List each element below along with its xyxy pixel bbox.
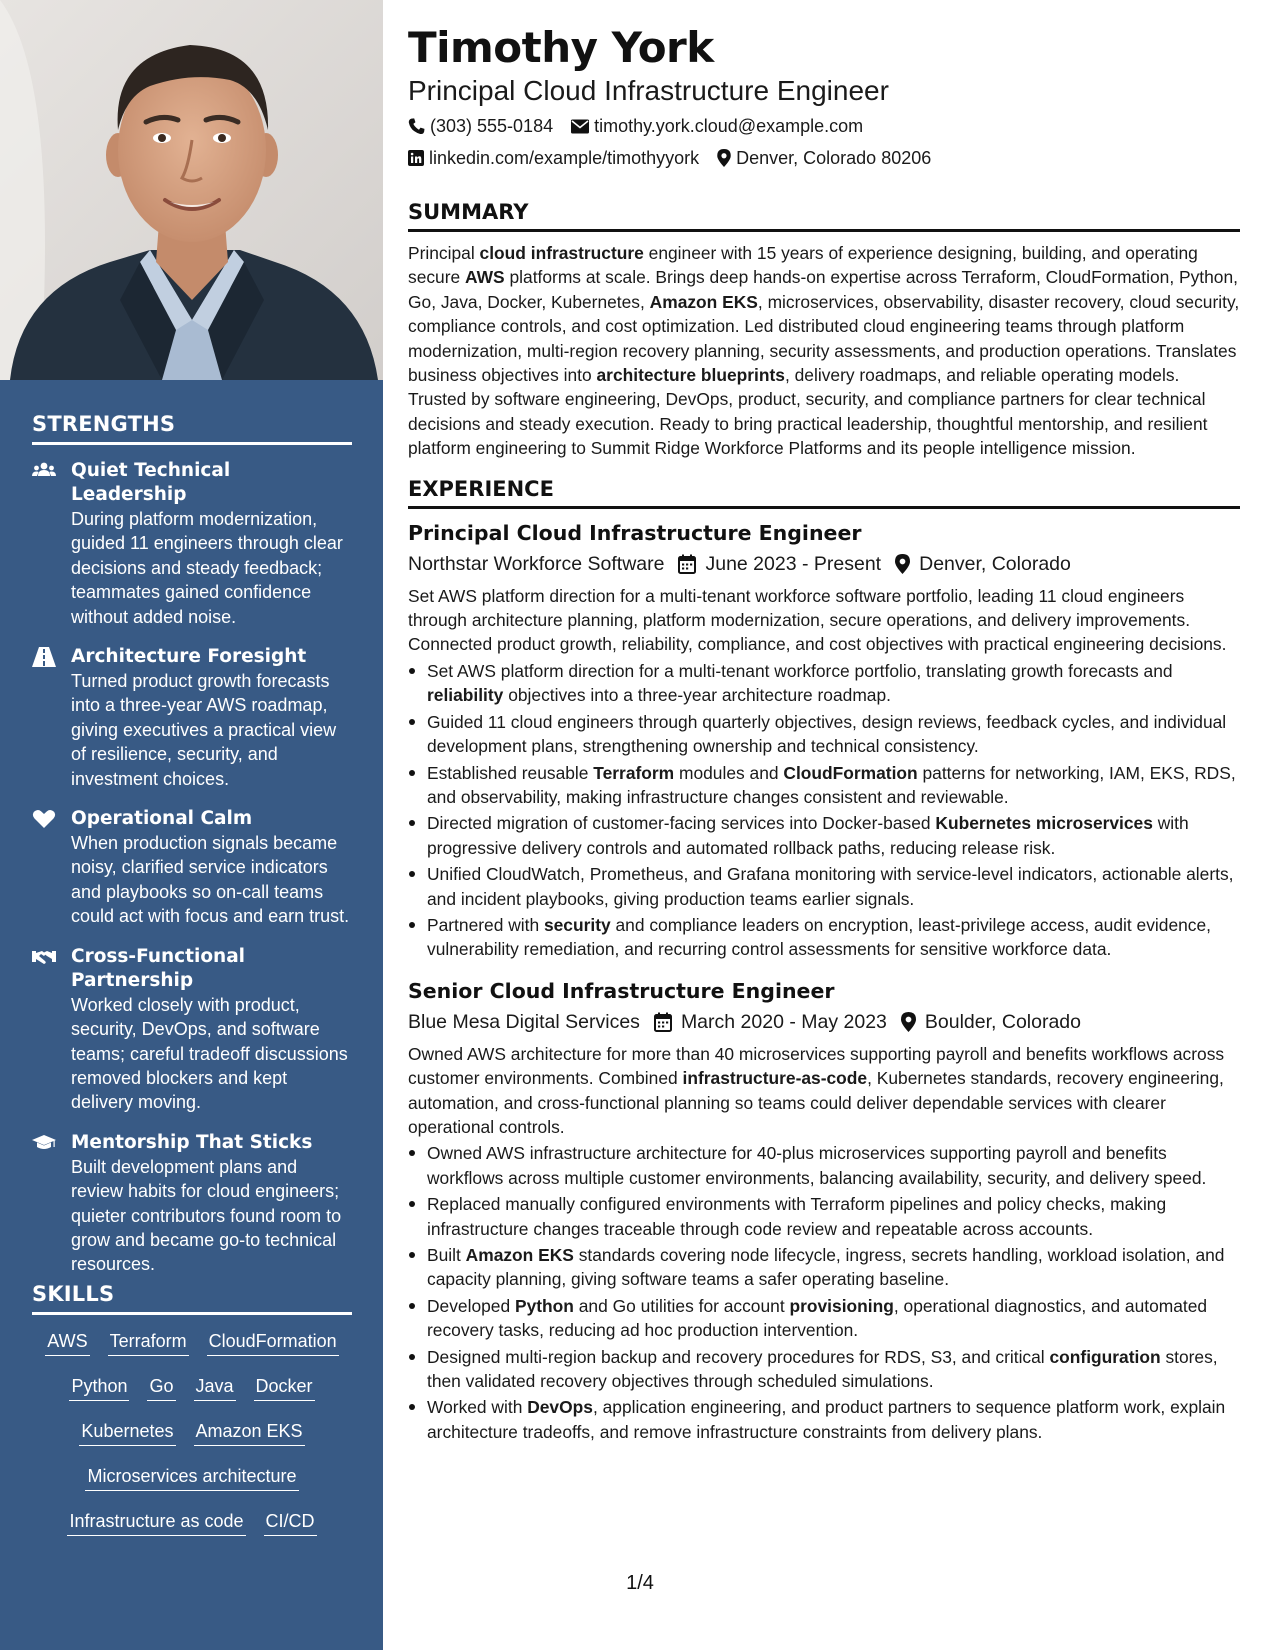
strength-text: When production signals became noisy, clarified service indicators and playbooks so on-call teams could act with focus and earn trust. (71, 833, 350, 927)
strength-text: Turned product growth forecasts into a three-year AWS roadmap, giving executives a practical view of resilience, security, and investment choices. (71, 671, 337, 789)
sidebar (0, 0, 383, 1650)
calendar-icon (678, 554, 696, 574)
job-bullets (408, 1141, 1240, 1444)
experience-heading: EXPERIENCE (408, 477, 1240, 509)
skill-tag: Terraform (108, 1329, 189, 1356)
handshake-icon (32, 947, 56, 967)
job-entry (408, 976, 1240, 1445)
job-description: Owned AWS architecture for more than 40 microservices supporting payroll and benefits workflows across customer environments. Combined infrastructure-as-code, Kubernetes standards, recovery engineering, automation, and cross-functional planning so teams could deliver dependable services with clearer operational controls. (408, 1043, 1225, 1137)
job-title: Principal Cloud Infrastructure Engineer (408, 520, 862, 545)
list-item: Established reusable Terraform modules and CloudFormation patterns for networking, IAM, EKS, RDS, and observability, making infrastructure changes consistent and reviewable. (408, 761, 1240, 810)
job-bullets (408, 659, 1240, 962)
envelope-icon (571, 119, 589, 134)
company-name: Northstar Workforce Software (408, 552, 665, 575)
experience-section (408, 477, 1240, 1445)
users-icon (32, 461, 56, 481)
skill-tag: Go (147, 1374, 175, 1401)
linkedin-icon (408, 150, 424, 166)
strength-title: Cross-Functional Partnership (71, 945, 246, 991)
map-pin-icon (895, 554, 910, 574)
list-item: Partnered with security and compliance leaders on encryption, least-privilege access, audit evidence, vulnerability remediation, and recurring control assessments for sensitive workforce data. (408, 913, 1240, 962)
strength-text: Built development plans and review habits for cloud engineers; quieter contributors found room to grow and became go-to technical resources. (71, 1156, 342, 1275)
skill-tag: Docker (254, 1374, 315, 1401)
summary-section (408, 200, 1240, 461)
road-icon (32, 647, 56, 667)
skills-section (32, 1282, 352, 1554)
main-column (408, 22, 1240, 1458)
strength-title: Operational Calm (71, 808, 253, 830)
job-dates: March 2020 - May 2023 (680, 1010, 887, 1033)
phone-contact (408, 110, 553, 142)
skills-heading: SKILLS (32, 1282, 352, 1315)
skill-tag: Kubernetes (79, 1419, 175, 1446)
job-meta (408, 1006, 1240, 1038)
candidate-name: Timothy York (408, 23, 714, 72)
company-name: Blue Mesa Digital Services (408, 1010, 640, 1033)
email-address[interactable]: timothy.york.cloud@example.com (594, 116, 864, 136)
strength-item (32, 459, 352, 629)
strength-item (32, 807, 352, 929)
skill-tag: Microservices architecture (85, 1464, 298, 1491)
location-contact (717, 142, 931, 174)
strength-title: Architecture Foresight (71, 646, 307, 668)
job-meta (408, 548, 1240, 580)
page-number: 1/4 (626, 1572, 654, 1594)
portrait-image (0, 0, 383, 380)
skill-tag: Infrastructure as code (67, 1509, 245, 1536)
location-text: Denver, Colorado 80206 (736, 148, 932, 168)
job-dates: June 2023 - Present (705, 552, 882, 575)
contact-info (408, 110, 1240, 174)
phone-icon (408, 118, 425, 135)
list-item: Designed multi-region backup and recovery procedures for RDS, S3, and critical configuration stores, then validated recovery objectives through scheduled simulations. (408, 1345, 1240, 1394)
strength-text: During platform modernization, guided 11 engineers through clear decisions and steady feedback; teammates gained confidence without added noise. (71, 509, 343, 627)
map-pin-icon (717, 149, 731, 167)
skills-list (32, 1329, 352, 1536)
skill-tag: CI/CD (264, 1509, 317, 1536)
skill-tag: Python (69, 1374, 129, 1401)
linkedin-url[interactable]: linkedin.com/example/timothyyork (429, 148, 700, 168)
job-entry (408, 518, 1240, 962)
strengths-section (32, 412, 352, 1293)
candidate-role: Principal Cloud Infrastructure Engineer (408, 75, 889, 106)
list-item: Built Amazon EKS standards covering node lifecycle, ingress, secrets handling, workload isolation, and capacity planning, giving software teams a safer operating baseline. (408, 1243, 1240, 1292)
list-item: Unified CloudWatch, Prometheus, and Grafana monitoring with service-level indicators, actionable alerts, and incident playbooks, giving production teams earlier signals. (408, 862, 1240, 911)
job-location: Boulder, Colorado (924, 1010, 1081, 1033)
linkedin-contact[interactable] (408, 142, 699, 174)
phone-number: (303) 555-0184 (430, 116, 554, 136)
skill-tag: Java (194, 1374, 236, 1401)
skill-tag: AWS (45, 1329, 89, 1356)
list-item: Developed Python and Go utilities for account provisioning, operational diagnostics, and automated recovery tasks, reducing ad hoc production intervention. (408, 1294, 1240, 1343)
strength-title: Quiet Technical Leadership (71, 460, 231, 505)
summary-heading: SUMMARY (408, 200, 1240, 232)
job-title: Senior Cloud Infrastructure Engineer (408, 978, 835, 1003)
list-item: Worked with DevOps, application engineering, and product partners to sequence platform work, explain architecture tradeoffs, and remove infrastructure constraints from delivery plans. (408, 1395, 1240, 1444)
map-pin-icon (901, 1012, 916, 1032)
graduation-cap-icon (32, 1133, 56, 1153)
strength-text: Worked closely with product, security, DevOps, and software teams; careful tradeoff discussions removed blockers and kept delivery moving. (71, 994, 348, 1113)
skill-tag: Amazon EKS (194, 1419, 305, 1446)
profile-photo (0, 0, 383, 380)
list-item: Owned AWS infrastructure architecture for 40-plus microservices supporting payroll and benefits workflows across multiple customer environments, balancing availability, security, and delivery speed. (408, 1141, 1240, 1190)
strength-item (32, 645, 352, 791)
list-item: Directed migration of customer-facing services into Docker-based Kubernetes microservices with progressive delivery controls and automated rollback paths, reducing release risk. (408, 811, 1240, 860)
skill-tag: CloudFormation (207, 1329, 339, 1356)
calendar-icon (654, 1012, 672, 1032)
list-item: Guided 11 cloud engineers through quarterly objectives, design reviews, feedback cycles, and individual development plans, strengthening ownership and technical consistency. (408, 710, 1240, 759)
list-item: Set AWS platform direction for a multi-tenant workforce portfolio, translating growth forecasts and reliability objectives into a three-year architecture roadmap. (408, 659, 1240, 708)
list-item: Replaced manually configured environments with Terraform pipelines and policy checks, making infrastructure changes traceable through code review and repeatable across accounts. (408, 1192, 1240, 1241)
strength-item (32, 945, 352, 1115)
strength-title: Mentorship That Sticks (71, 1131, 313, 1153)
heart-icon (32, 809, 56, 829)
summary-text: Principal cloud infrastructure engineer with 15 years of experience designing, building, and operating secure AWS platforms at scale. Brings deep hands-on expertise across Terraform, CloudFormation, Python, Go, Java, Docker, Kubernetes, Amazon EKS, microservices, observability, disaster recovery, cloud security, compliance controls, and cost optimization. Led distributed cloud engineering teams through platform modernization, multi-region recovery planning, security assessments, and production operations. Translates business objectives into architecture blueprints, delivery roadmaps, and reliable operating models. Trusted by software engineering, DevOps, product, security, and compliance partners for clear technical decisions and steady execution. Ready to bring practical leadership, thoughtful mentorship, and resilient platform engineering to Summit Ridge Workforce Platforms and its people intelligence mission. (408, 243, 1240, 459)
job-location: Denver, Colorado (919, 552, 1071, 575)
strengths-heading: STRENGTHS (32, 412, 352, 445)
strength-item (32, 1131, 352, 1277)
job-description: Set AWS platform direction for a multi-tenant workforce software portfolio, leading 11 cloud engineers through architecture planning, platform modernization, secure operations, and delivery improvements. Connected product growth, reliability, compliance, and cost objectives with practical engineering decisions. (408, 585, 1227, 655)
email-contact[interactable] (571, 110, 863, 142)
